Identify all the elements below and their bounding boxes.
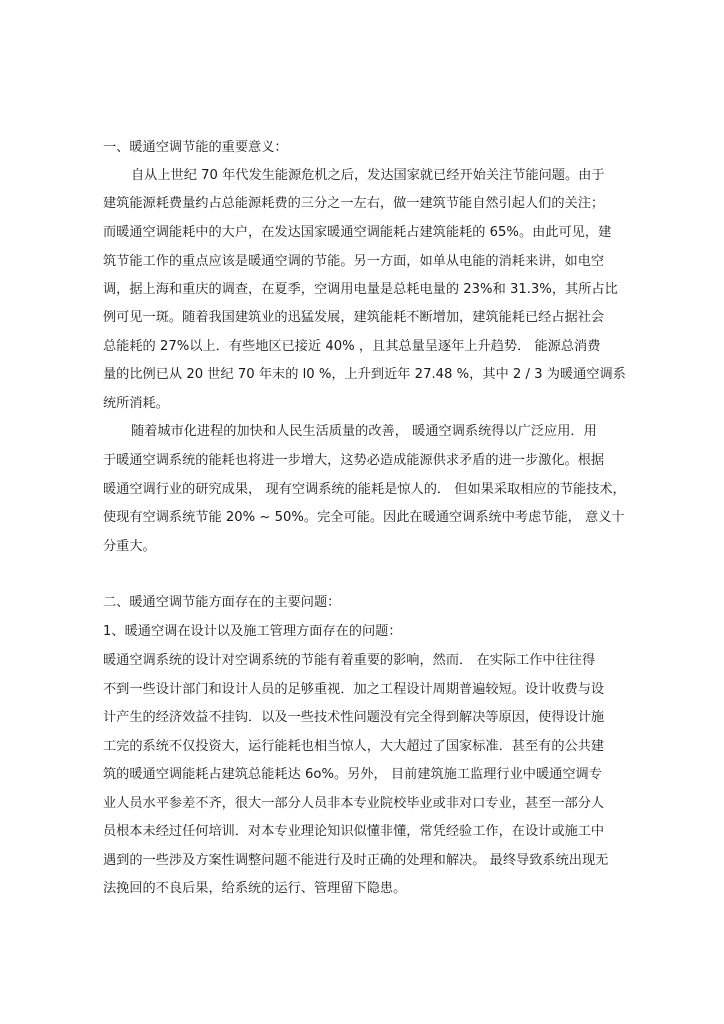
paragraph-line: 遇到的一些涉及方案性调整问题不能进行及时正确的处理和解决。 最终导致系统出现无 (103, 853, 609, 868)
paragraph-line: 统所消耗。 (103, 396, 169, 411)
paragraph-line: 不到一些设计部门和设计人员的足够重视．加之工程设计周期普遍较短。设计收费与设 (103, 682, 605, 697)
paragraph-line: 员根本未经过任何培训．对本专业理论知识似懂非懂，常凭经验工作，在设计或施工中 (103, 824, 605, 839)
paragraph-line: 工完的系统不仅投资大，运行能耗也相当惊人，大大超过了国家标准．甚至有的公共建 (103, 739, 605, 754)
paragraph-line: 自从上世纪 70 年代发生能源危机之后，发达国家就已经开始关注节能问题。由于 (131, 168, 605, 183)
paragraph-line: 总能耗的 27%以上．有些地区已接近 40% ，且其总量呈逐年上升趋势． 能源总消费 (103, 339, 601, 354)
paragraph-line: 例可见一斑。随着我国建筑业的迅猛发展，建筑能耗不断增加，建筑能耗已经占据社会 (103, 310, 605, 325)
section1-heading: 一、暖通空调节能的重要意义： (103, 140, 288, 155)
paragraph-line: 分重大。 (103, 539, 156, 554)
paragraph-line: 于暖通空调系统的能耗也将进一步增大，这势必造成能源供求矛盾的进一步激化。根据 (103, 453, 605, 468)
paragraph-line: 业人员水平参差不齐，很大一部分人员非本专业院校毕业或非对口专业，甚至一部分人 (103, 796, 605, 811)
paragraph-line: 筑的暖通空调能耗占建筑总能耗达 6o%。另外， 目前建筑施工监理行业中暖通空调专 (103, 767, 602, 782)
section2-heading: 二、暖通空调节能方面存在的主要问题： (103, 595, 341, 610)
paragraph-line: 量的比例已从 20 世纪 70 年末的 l0 %，上升到近年 27.48 %，其中 2 / 3 为暖通空调系 (103, 367, 626, 382)
paragraph-line: 法挽回的不良后果，给系统的运行、管理留下隐患。 (103, 881, 407, 896)
paragraph-line: 筑节能工作的重点应该是暖通空调的节能。另一方面，如单从电能的消耗来讲，如电空 (103, 254, 605, 269)
paragraph-line: 暖通空调行业的研究成果， 现有空调系统的能耗是惊人的． 但如果采取相应的节能技术， (103, 482, 626, 497)
section2-subheading: 1、暖通空调在设计以及施工管理方面存在的问题： (103, 624, 402, 639)
paragraph-line: 计产生的经济效益不挂钩．以及一些技术性问题没有完全得到解决等原因，使得设计施 (103, 710, 605, 725)
paragraph-line: 调，据上海和重庆的调查，在夏季，空调用电量是总耗电量的 23%和 31.3%，其所占比 (103, 282, 618, 297)
paragraph-line: 建筑能源耗费量约占总能源耗费的三分之一左右，做一建筑节能自然引起人们的关注； (103, 196, 605, 211)
paragraph-line: 暖通空调系统的设计对空调系统的节能有着重要的影响，然而． 在实际工作中往往得 (103, 653, 596, 668)
paragraph-line: 而暖通空调能耗中的大户，在发达国家暖通空调能耗占建筑能耗的 65%。由此可见，建 (103, 225, 612, 240)
paragraph-line: 随着城市化进程的加快和人民生活质量的改善， 暖通空调系统得以广泛应用．用 (131, 424, 597, 439)
paragraph-line: 使现有空调系统节能 20% ~ 50%。完全可能。因此在暖通空调系统中考虑节能， 意义十 (103, 510, 625, 525)
